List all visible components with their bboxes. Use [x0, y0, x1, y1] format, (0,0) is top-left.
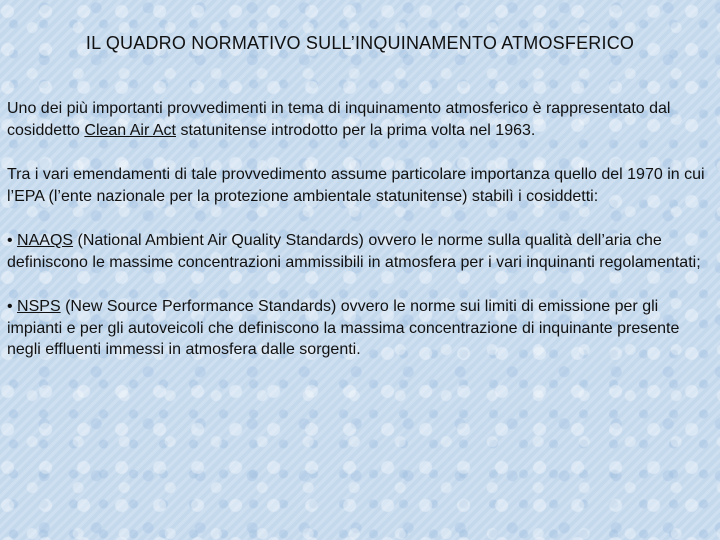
paragraph-epa-amendments: Tra i vari emendamenti di tale provvedimento assume particolare importanza quello del 1970 in cui l’EPA (l’ente nazionale per la protezione ambientale statunitense) stabilì i cosiddetti: — [7, 166, 705, 205]
paragraph-1-text-before: Uno dei più importanti provvedimenti in tema di inquinamento atmosferico è rappresentato dal cosiddetto — [7, 100, 671, 139]
bullet-nsps — [7, 296, 713, 361]
bullet-naaqs — [7, 230, 713, 273]
paragraph-1-text-after: statunitense introdotto per la prima volta nel 1963. — [176, 121, 536, 139]
naaqs-link[interactable]: NAAQS — [17, 232, 74, 249]
nsps-description: (New Source Performance Standards) ovvero le norme sui limiti di emissione per gli impianti e per gli autoveicoli che definiscono la massima concentrazione di inquinante presente negli effluenti immessi in atmosfera dalle sorgenti. — [7, 298, 680, 358]
nsps-link[interactable]: NSPS — [17, 298, 61, 315]
bullet-marker: • — [7, 298, 18, 315]
bullet-marker: • — [7, 232, 18, 249]
paragraph-clean-air-act — [7, 98, 713, 141]
clean-air-act-link[interactable]: Clean Air Act — [84, 121, 176, 139]
slide-title: IL QUADRO NORMATIVO SULL’INQUINAMENTO ATMOSFERICO — [85, 33, 635, 53]
naaqs-description: (National Ambient Air Quality Standards) ovvero le norme sulla qualità dell’aria che definiscono le massime concentrazioni ammissibili in atmosfera per i vari inquinanti regolamentati; — [7, 232, 701, 271]
slide-body — [7, 98, 713, 361]
